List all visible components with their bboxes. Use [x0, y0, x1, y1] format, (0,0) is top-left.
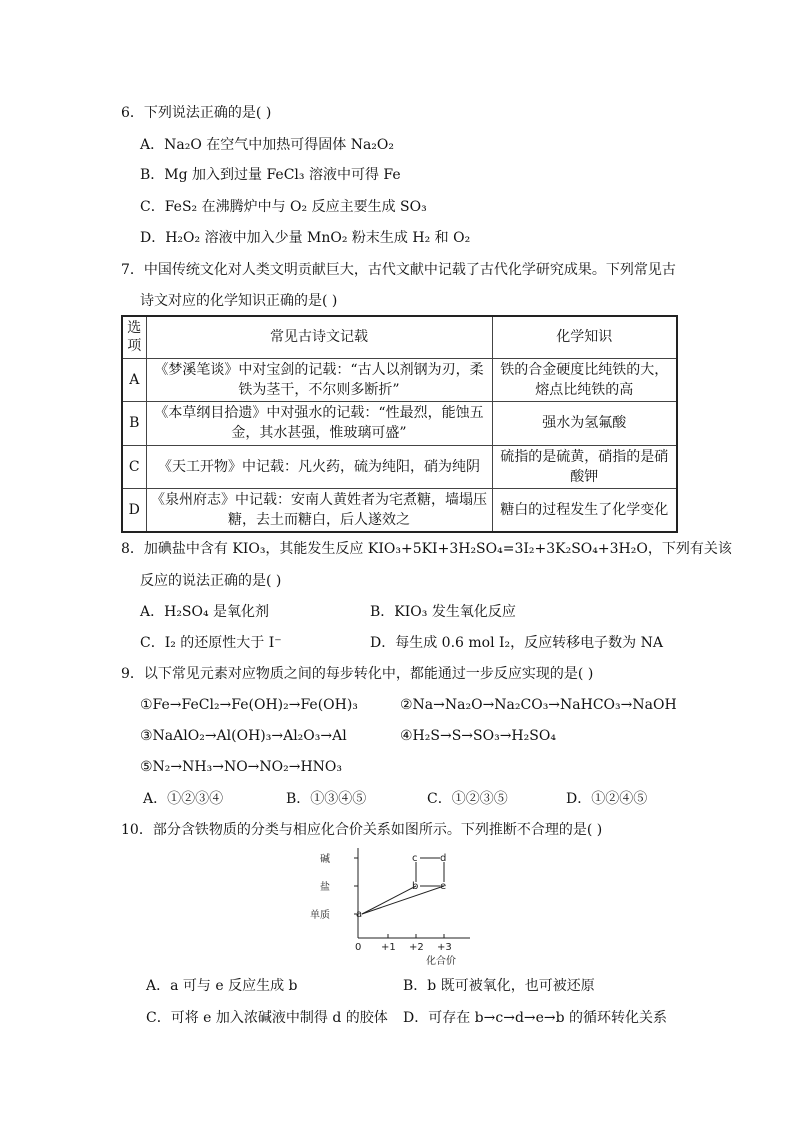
x-axis-title: 化合价 — [426, 956, 456, 967]
q9-stem: 9．以下常见元素对应物质之间的每步转化中，都能通过一步反应实现的是( ) — [121, 666, 594, 682]
row-record: 《本草纲目拾遗》中对强水的记载：“性最烈，能蚀五金，其水甚强，惟玻璃可盛” — [146, 401, 492, 445]
q10-option-b: B．b 既可被氧化，也可被还原 — [403, 978, 595, 994]
table-row — [122, 445, 677, 488]
y-label-salt: 盐 — [320, 882, 330, 893]
q6-option-d: D．H₂O₂ 溶液中加入少量 MnO₂ 粉末生成 H₂ 和 O₂ — [140, 230, 471, 246]
q9-item-5: ⑤N₂→NH₃→NO→NO₂→HNO₃ — [140, 759, 343, 775]
q10-option-d: D．可存在 b→c→d→e→b 的循环转化关系 — [403, 1010, 668, 1026]
x-tick-label: +3 — [437, 942, 452, 953]
q8-option-c: C．I₂ 的还原性大于 I⁻ — [140, 635, 282, 651]
header-option: 选项 — [122, 316, 146, 358]
q9-option-a: A．①②③④ — [143, 791, 224, 807]
q6-stem: 6．下列说法正确的是( ) — [121, 105, 272, 121]
table-row — [122, 488, 677, 532]
q6-option-b: B．Mg 加入到过量 FeCl₃ 溶液中可得 Fe — [140, 167, 401, 183]
row-record: 《天工开物》中记载：凡火药，硫为纯阳，硝为纯阴 — [146, 445, 492, 488]
row-record: 《梦溪笔谈》中对宝剑的记载：“古人以剂钢为刃，柔铁为茎干，不尔则多断折” — [146, 358, 492, 401]
row-knowledge: 强水为氢氟酸 — [492, 401, 677, 445]
q8-stem-line2: 反应的说法正确的是( ) — [140, 573, 282, 589]
table-row — [122, 358, 677, 401]
q9-item-2: ②Na→Na₂O→Na₂CO₃→NaHCO₃→NaOH — [400, 697, 677, 713]
q9-option-c: C．①②③⑤ — [427, 791, 508, 807]
row-knowledge: 糖白的过程发生了化学变化 — [492, 488, 677, 532]
row-knowledge: 铁的合金硬度比纯铁的大，熔点比纯铁的高 — [492, 358, 677, 401]
y-label-base: 碱 — [320, 854, 330, 865]
q6-option-c: C．FeS₂ 在沸腾炉中与 O₂ 反应主要生成 SO₃ — [140, 199, 427, 215]
q7-stem-line2: 诗文对应的化学知识正确的是( ) — [140, 293, 338, 309]
point-label-c: c — [412, 853, 418, 864]
q10-option-a: A．a 可与 e 反应生成 b — [146, 978, 298, 994]
valence-class-graph — [310, 846, 480, 970]
q8-option-a: A．H₂SO₄ 是氧化剂 — [140, 604, 270, 620]
q8-option-b: B．KIO₃ 发生氧化反应 — [370, 604, 516, 620]
row-option: C — [122, 445, 146, 488]
row-knowledge: 硫指的是硫黄，硝指的是硝酸钾 — [492, 445, 677, 488]
q10-option-c: C．可将 e 加入浓碱液中制得 d 的胶体 — [146, 1010, 388, 1026]
q7-table-header — [122, 316, 677, 358]
q6-option-a: A．Na₂O 在空气中加热可得固体 Na₂O₂ — [140, 137, 394, 153]
q9-item-3: ③NaAlO₂→Al(OH)₃→Al₂O₃→Al — [140, 728, 347, 744]
point-label-b: b — [412, 881, 419, 892]
q9-item-1: ①Fe→FeCl₂→Fe(OH)₂→Fe(OH)₃ — [140, 697, 358, 713]
q9-option-d: D．①②④⑤ — [566, 791, 648, 807]
point-label-e: e — [440, 881, 447, 892]
q7-table — [121, 315, 678, 533]
point-label-a: a — [356, 909, 363, 920]
x-tick-label: 0 — [355, 942, 362, 953]
y-label-element: 单质 — [310, 910, 330, 921]
header-knowledge: 化学知识 — [492, 316, 677, 358]
line-a-b — [362, 886, 416, 914]
q10-stem: 10．部分含铁物质的分类与相应化合价关系如图所示。下列推断不合理的是( ) — [121, 822, 603, 838]
q8-stem-line1: 8．加碘盐中含有 KIO₃，其能发生反应 KIO₃+5KI+3H₂SO₄=3I₂+3K₂SO₄+3H₂O，下列有关该 — [121, 541, 732, 557]
header-record: 常见古诗文记载 — [146, 316, 492, 358]
table-row — [122, 401, 677, 445]
q9-item-4: ④H₂S→S→SO₃→H₂SO₄ — [400, 728, 556, 744]
q7-stem-line1: 7．中国传统文化对人类文明贡献巨大，古代文献中记载了古代化学研究成果。下列常见古 — [121, 262, 676, 278]
line-a-e — [362, 886, 444, 914]
row-option: B — [122, 401, 146, 445]
q8-option-d: D．每生成 0.6 mol I₂，反应转移电子数为 NA — [370, 635, 663, 651]
row-record: 《泉州府志》中记载：安南人黄姓者为宅煮糖，墙塌压糖，去土而糖白，后人遂效之 — [146, 488, 492, 532]
row-option: D — [122, 488, 146, 532]
row-option: A — [122, 358, 146, 401]
point-label-d: d — [440, 853, 447, 864]
x-tick-label: +1 — [381, 942, 396, 953]
x-tick-label: +2 — [409, 942, 424, 953]
q9-option-b: B．①③④⑤ — [286, 791, 367, 807]
